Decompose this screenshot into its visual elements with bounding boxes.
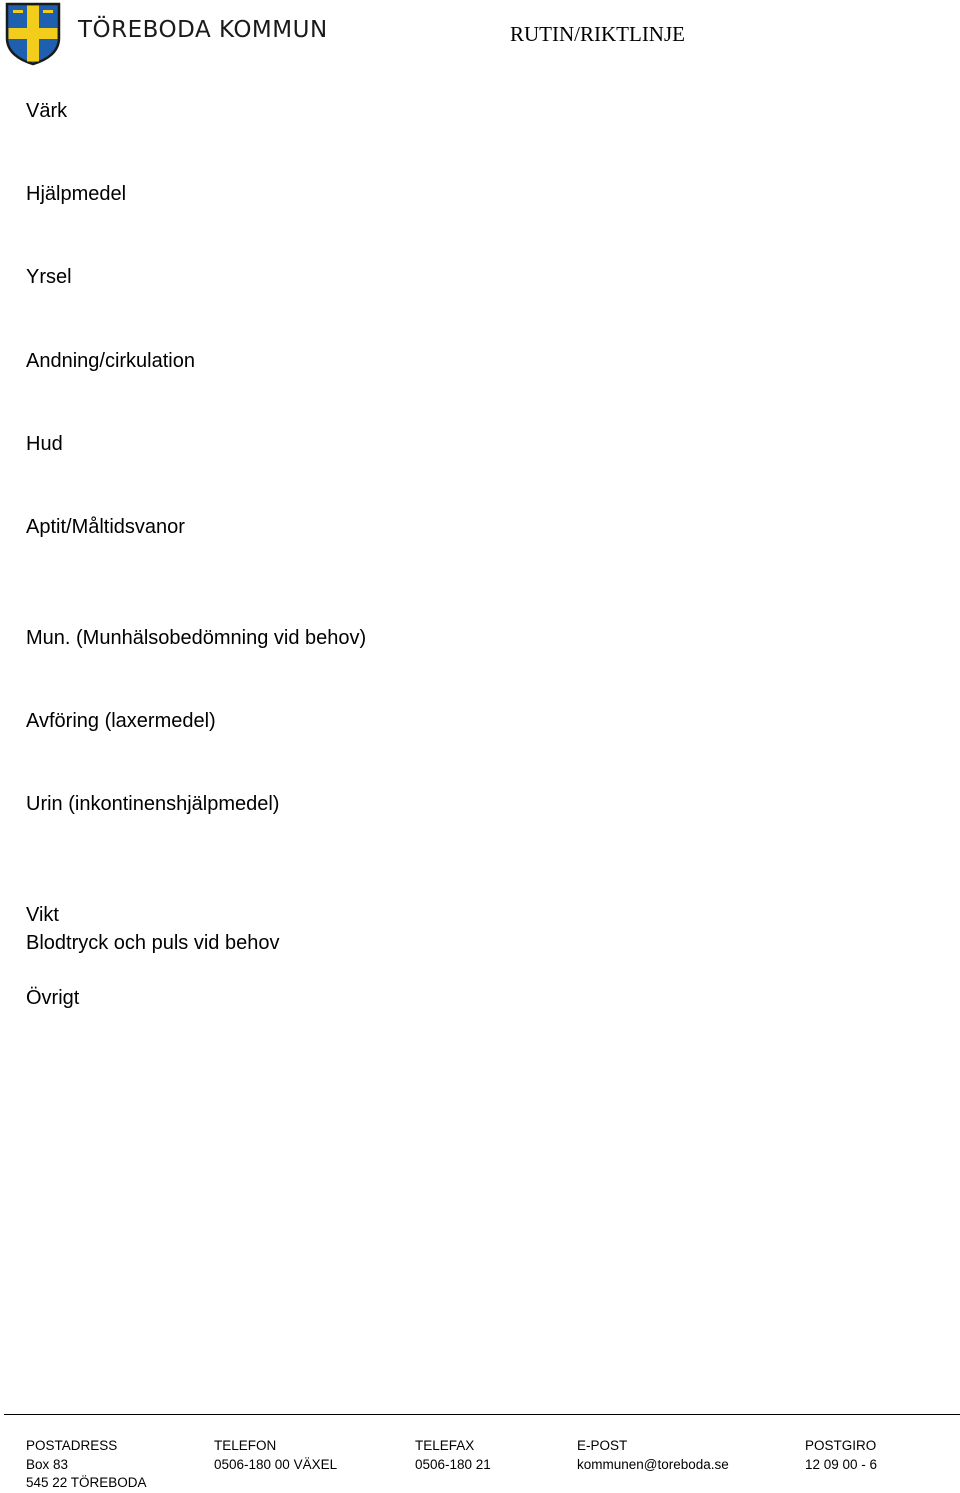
item-ovrigt: Övrigt xyxy=(26,987,80,1009)
item-blodtryck-puls: Blodtryck och puls vid behov xyxy=(26,932,280,954)
footer-telefon-label: TELEFON xyxy=(214,1438,277,1453)
item-vark: Värk xyxy=(26,100,68,122)
footer-telefax xyxy=(415,1437,491,1474)
item-vikt: Vikt xyxy=(26,904,59,926)
item-yrsel: Yrsel xyxy=(26,266,72,288)
footer-telefax-value: 0506-180 21 xyxy=(415,1456,491,1472)
item-hjalpmedel: Hjälpmedel xyxy=(26,183,127,205)
footer-postgiro-value: 12 09 00 - 6 xyxy=(805,1456,878,1472)
footer-epost xyxy=(577,1437,729,1474)
item-hud: Hud xyxy=(26,433,63,455)
footer-epost-value[interactable]: kommunen@toreboda.se xyxy=(577,1456,729,1472)
organization-name: TÖREBODA KOMMUN xyxy=(78,17,328,43)
footer-telefon xyxy=(214,1437,337,1474)
footer-postadress xyxy=(26,1437,147,1493)
coat-of-arms-icon xyxy=(5,2,61,66)
item-andning-cirkulation: Andning/cirkulation xyxy=(26,350,195,372)
footer-epost-label: E-POST xyxy=(577,1438,628,1453)
item-mun: Mun. (Munhälsobedömning vid behov) xyxy=(26,627,367,649)
footer-postadress-label: POSTADRESS xyxy=(26,1438,118,1453)
footer-telefon-value: 0506-180 00 VÄXEL xyxy=(214,1456,338,1472)
footer-divider xyxy=(4,1414,960,1415)
footer-postgiro-label: POSTGIRO xyxy=(805,1438,877,1453)
document-type: RUTIN/RIKTLINJE xyxy=(510,22,685,46)
footer-telefax-label: TELEFAX xyxy=(415,1438,475,1453)
footer-postadress-line2: 545 22 TÖREBODA xyxy=(26,1475,147,1490)
item-urin: Urin (inkontinenshjälpmedel) xyxy=(26,793,280,815)
item-avforing: Avföring (laxermedel) xyxy=(26,710,216,732)
footer-postgiro xyxy=(805,1437,877,1474)
item-aptit-maltidsvanor: Aptit/Måltidsvanor xyxy=(26,516,185,538)
footer-postadress-line1: Box 83 xyxy=(26,1456,69,1472)
